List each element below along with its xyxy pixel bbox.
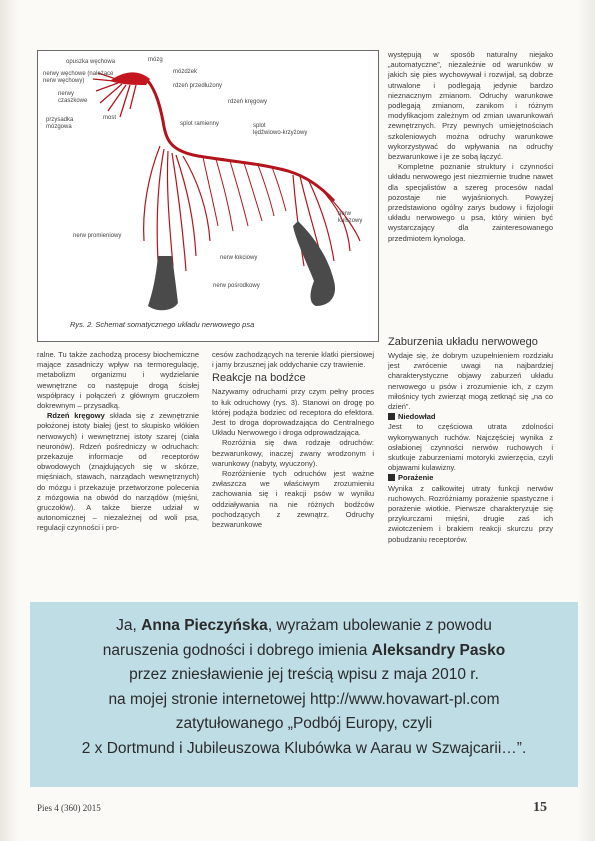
right-column-top [388,50,553,244]
paragraph: Rozróżnienie tych odruchów jest ważne zwłaszcza we właściwym zrozumieniu zachowania się i reakcji psów w wyniku oddziaływania na nie różnych bodźców pochodzących z zewnątrz. Odruchy bezwarunkowe [212,469,374,530]
apology-announcement [30,602,578,787]
dog-nervous-system-diagram [38,51,378,341]
label-splot-ramienny: splot ramienny [180,121,220,127]
label-nerw-promieniowy: nerw promieniowy [73,233,122,239]
label-rdzen-przedluzony: rdzeń przedłużony [173,83,223,89]
subheading-text: Porażenie [398,473,434,483]
label-nerw-lokciowy: nerw łokciowy [220,255,258,261]
announcement-line: zatytułowanego „Podbój Europy, czyli [175,715,433,732]
subheading-text: Niedowład [398,412,436,422]
foreleg-nerves [144,146,210,271]
paragraph: Wynika z całkowitej utraty funkcji nerwów ruchowych. Rozróżniamy porażenie spastyczne i porażenie wiotkie. Pierwsze charakteryzuje się przykurczami mięśni, drugie zaś ich zwiotczeniem i brakiem reakcji skurczu przy pobudzaniu receptorów. [388,483,553,544]
page-number: 15 [533,800,547,815]
announcement-line: na mojej stronie internetowej http://www.hovawart-pl.com [108,690,500,708]
column-1 [37,350,199,534]
person-name: Anna Pieczyńska [141,617,268,634]
announcement-line [30,614,578,639]
footer-issue: Pies 4 (360) 2015 [37,803,101,813]
paragraph: ralne. Tu także zachodzą procesy biochemiczne mające zasadniczy wpływ na termoregulację, metabolizm organizmu i wydzielanie wewnętrzne co następuje drogą ścisłej współpracy i połączeń z głównym gruczołem dokrewnym – przysadką. [37,350,199,411]
announcement-line: 2 x Dortmund i Jubileuszowa Klubówka w Aarau w Szwajcarii…”. [81,739,527,757]
paragraph: występują w sposób naturalny niejako „automatyczne”, niezależnie od warunków w jakich się pies wychowywał i rozwijał, są dobrze utrwalone i podlegają jedynie bardzo nieznacznym zmianom. Odruchy warunkowe podlegają zmianom, zanikom i różnym modyfikacjom zależnym od zmian uwarunkowań zewnętrznych. Przy pewnych umiejętnościach szkoleniowych można odruchy warunkowe wykorzystywać do wpływania na odruchy bezwarunkowe i je ze sobą łączyć. [388,50,553,162]
person-name: Aleksandry Pasko [371,641,506,659]
label-nerwy-wechowe: nerwy węchowe (należące nerw węchowy) [43,71,114,84]
label-opuszka-wechowa: opuszka węchowa [66,59,116,65]
text: Ja, [116,617,142,634]
paragraph: cesów zachodzących na terenie klatki piersiowej i jamy brzusznej jak oddychanie czy trawienie. [212,350,374,370]
paragraph: Jest to częściowa utrata zdolności wykonywanych ruchów. Najczęściej wynika z osłabionej czynności nerwów ruchowych i skutkuje zaburzeniami motoryki zwierzęcia, czyli objawami kulawizny. [388,422,553,473]
figure-dog-nervous-system [37,50,379,342]
paragraph: Kompletne poznanie struktury i czynności układu nerwowego jest niezmiernie trudne nawet dla specjalistów a szereg procesów nadal pozostaje nie wyjaśnionych. Powyżej przedstawiono ogólny zarys budowy i fizjologii układu nerwowego u psa, który winien być wystarczający dla zainteresowanego przedmiotem kynologa. [388,162,553,243]
text: naruszenia godności i dobrego imienia [102,641,372,659]
paragraph-text: składa się z zewnętrznie położonej istoty białej (jest to skupisko włókien nerwowych) i wewnętrznej istoty szarej (ciała neuronów). Rdzeń pośredniczy w odruchach: przekazuje informacje od receptorów obwodowych (znajdujących się w skórze, mięśniach, stawach, narządach wewnętrznych) do mózgu i przekazuje przetworzone polecenia z mózgowia na obwód do narządów (mięśni, gruczołów). A także bierze udział w autonomicznej – niezależnej od woli psa, regulacji czynności i pro- [37,411,199,533]
label-most: most [103,115,117,121]
section-heading: Reakcje na bodźce [212,372,306,385]
label-nerw-kulszowy: nerw kulszowy [338,211,363,224]
section-heading: Zaburzenia układu nerwowego [388,336,538,348]
subheading-porazenie [388,473,553,483]
text: , wyrażam ubolewanie z powodu [267,617,492,634]
term-rdzen-kregowy: Rdzeń kręgowy [47,411,105,421]
label-rdzen-kregowy: rdzeń kręgowy [228,99,268,105]
square-bullet-icon [388,413,395,420]
paragraph [37,411,199,533]
paragraph: Nazywamy odruchami przy czym pełny proces to łuk odruchowy (rys. 3). Stanowi on drogę po której podąża bodziec od receptora do efektora. Jest to droga doprowadzająca do Centralnego Układu Nerwowego i droga odprowadzająca. [212,387,374,438]
label-splot-ledzwiowo: splot lędźwiowo-krzyżowy [253,123,308,136]
label-nerw-posrodkowy: nerw pośrodkowy [213,283,260,289]
label-mozdzek: móżdżek [173,69,198,75]
square-bullet-icon [388,474,395,481]
subheading-niedowlad [388,412,553,422]
label-mozg: mózg [148,57,163,63]
column-2 [212,350,374,530]
label-przysadka: przysadka mózgowa [46,117,74,130]
paragraph: Wydaje się, że dobrym uzupełnieniem rozdziału jest zwrócenie uwagi na najbardziej charakterystyczne objawy zaburzeń układu nerwowego u psów i zrozumienie ich, z czym miłośnicy tych zwierząt mogą zetknąć się „na co dzień”. [388,351,553,412]
announcement-line: przez zniesławienie jej treścią wpisu z maja 2010 r. [129,666,479,683]
label-nerwy-czaszkowe: nerwy czaszkowe [58,91,88,104]
announcement-line [30,639,578,664]
paragraph: Rozróżnia się dwa rodzaje odruchów: bezwarunkowy, inaczej zwany wrodzonym i warunkowy (nabyty, wyuczony). [212,438,374,468]
front-paw [148,256,178,310]
column-3 [388,334,553,545]
figure-caption: Rys. 2. Schemat somatycznego układu nerwowego psa [70,320,255,329]
